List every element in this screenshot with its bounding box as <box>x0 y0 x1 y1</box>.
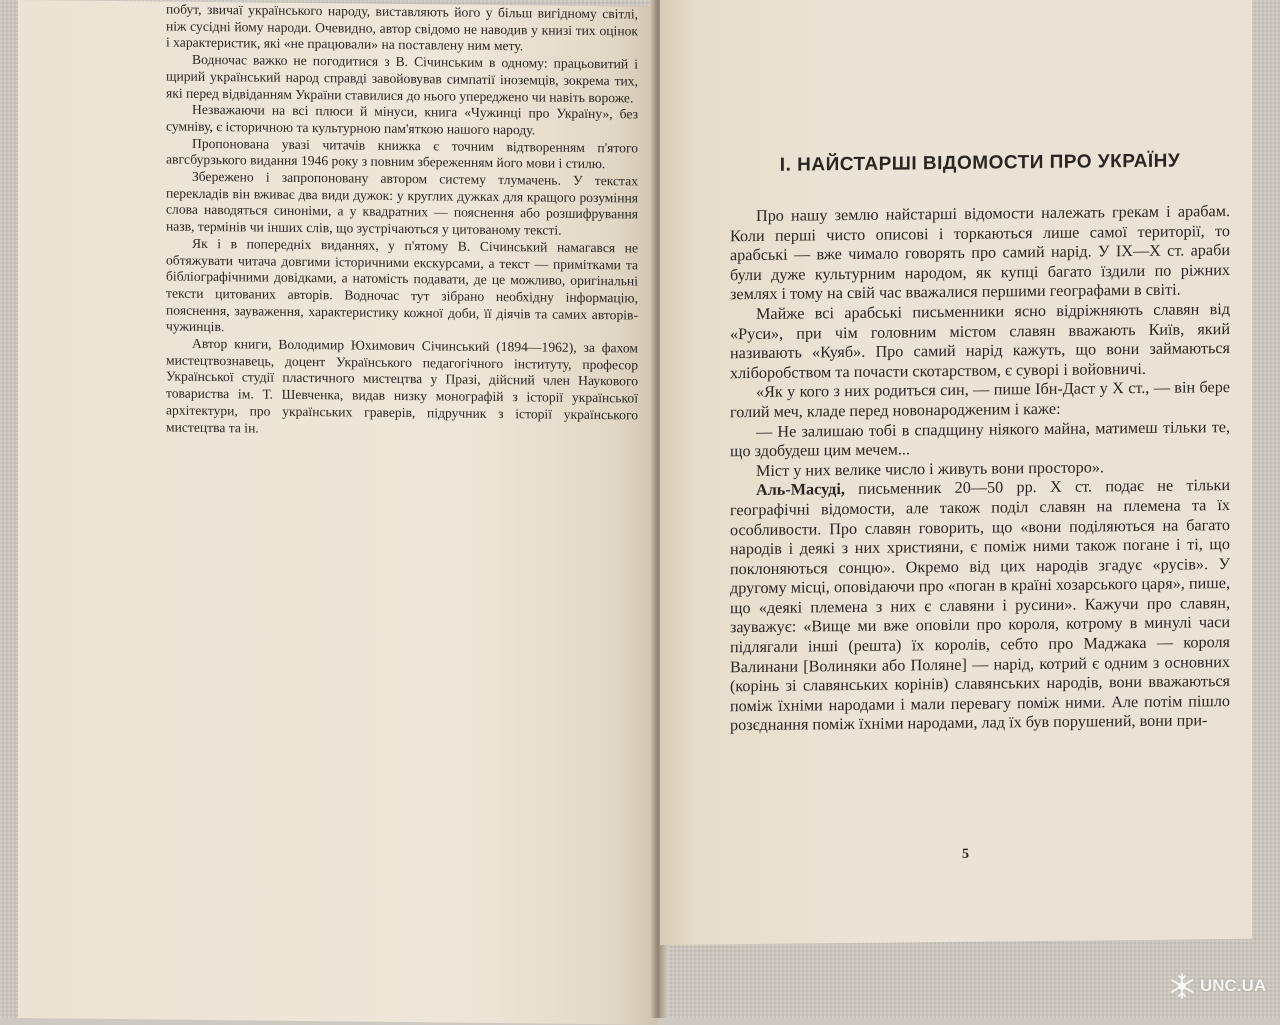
paragraph <box>166 102 638 140</box>
paragraph <box>166 52 638 107</box>
paragraph <box>166 169 638 241</box>
bold-name: Аль-Масуді, <box>756 480 845 500</box>
paragraph <box>730 300 1230 384</box>
paragraph-text: Збережено і запропоновану автором систему тлумачень. У текстах перекладів він вживає два види дужок: у круглих дужках для кращого розуміння слова наводяться синоніми, а у квадратних — пояснення або розшифрування назв, термінів чи інших слів, що зустрічаються у цитованому тексті. <box>166 168 638 238</box>
paragraph-text: — Не залишаю тобі в спадщину ніякого майна, матимеш тільки те, що здобудеш цим мечем... <box>730 417 1230 461</box>
paragraph <box>730 418 1230 462</box>
paragraph-text: Як і в попередніх виданнях, у п'ятому В. Січинський намагався не обтяжувати читача довгими історичними екскурсами, а текст — примітками та бібліографічними довідками, а натомість подавати, де це можливо, оригінальні тексти цитованих авторів. Водночас тут зібрано необхідну інформацію, пояснення, зауваження, характеристику кожної доби, її діячів та самих авторів-чужинців. <box>166 235 638 335</box>
paragraph <box>730 378 1230 422</box>
paragraph-text: Автор книги, Володимир Юхимович Січинський (1894—1962), за фахом мистецтвознавець, доцент Українського педагогічного інституту, професор Української студії пластичного мистецтва у Празі, дійсний член Наукового товариства ім. Т. Шевченка, видав низку монографій з історії української архітектури, про українських граверів, підручник з історії українського мистецтва та ін. <box>166 335 638 436</box>
paragraph-text: Про нашу землю найстарші відомости належать грекам і арабам. Коли перші чисто описові і торкаються лише самої території, то арабські — вже чимало говорять про самий нарід. У IX—X ст. араби були дуже культурним народом, як купці багато їздили по ріжних землях і тому на свій час вважалися першими географами в світі. <box>730 202 1230 304</box>
watermark-text: UNC.UA <box>1200 976 1267 995</box>
paragraph-text: Водночас важко не погодитися з В. Січинським в одному: працьовитий і щирий український народ справді завойовував симпатії іноземців, зокрема тих, які перед відвіданням України ставилися до нього упереджено чи навіть вороже. <box>166 51 638 105</box>
paragraph <box>166 135 638 173</box>
paragraph <box>730 476 1230 736</box>
paragraph <box>166 2 638 57</box>
chapter-title: І. НАЙСТАРШІ ВІДОМОСТИ ПРО УКРАЇНУ <box>779 150 1181 176</box>
paragraph-text: письменник 20—50 рр. X ст. подає не тільки географічні відомости, але також поділ славян на племена та їх особливости. Про славян говорить, що «вони поділяються на багато народів і деякі з них християни, є поміж ними також погане і ті, що поклоняються сонцю». Окремо від цих народів згадує «русів». У другому місці, оповідаючи про «поган в країні хозарського царя», пише, що «деякі племена з них є славяни і русини». Кажучи про славян, зауважує: «Вище ми вже оповіли про короля, котрому в минулі часи підлягали інші (решта) їх королів, себто про Маджака — короля Валинани [Волиняки або Поляне] — нарід, котрий є одним з основних (корінь зі славянських корінів) славянських народів, вони вважаються поміж їхніми народами і мали перевагу поміж ними. Але потім пішло розєднання поміж їхніми народами, лад їх був порушений, вони при- <box>730 476 1230 735</box>
snowflake-icon <box>1168 972 1196 1000</box>
left-page <box>18 0 658 1025</box>
paragraph-text: Майже всі арабські письменники ясно відріжняють славян від «Руси», при чім головним містом славян вважають Київ, який називають «Куяб». Про самий нарід кажуть, що вони займаються хліборобством та почасти скотарством, є суворі і войовничі. <box>730 299 1230 383</box>
left-page-text <box>166 2 638 441</box>
paragraph-text: Незважаючи на всі плюси й мінуси, книга «Чужинці про Україну», без сумніву, є історичною та культурною пам'яткою нашого народу. <box>166 102 638 138</box>
paragraph-text: побут, звичаї українського народу, виставляють його у більш вигідному світлі, ніж сусідні йому народи. Очевидно, автор свідомо не наводив у книзі тих оцінок і характеристик, які «не працювали» на поставлену ним мету. <box>166 1 638 54</box>
paragraph <box>166 235 638 340</box>
paragraph-text: Пропонована увазі читачів книжка є точним відтворенням п'ятого авгсбурзького видання 1946 року з повним збереженням його мови і стилю. <box>166 135 638 172</box>
paragraph-text: «Як у кого з них родиться син, — пише Ібн-Даст у X ст., — він бере голий меч, кладе перед новонародженим і каже: <box>730 378 1230 422</box>
right-page <box>660 0 1252 945</box>
paragraph <box>730 202 1230 305</box>
right-page-text <box>730 202 1230 736</box>
page-number: 5 <box>962 846 969 862</box>
paragraph <box>166 336 638 441</box>
watermark <box>1168 966 1276 1006</box>
paragraph-text: Міст у них велике число і живуть вони просторо». <box>756 458 1104 480</box>
